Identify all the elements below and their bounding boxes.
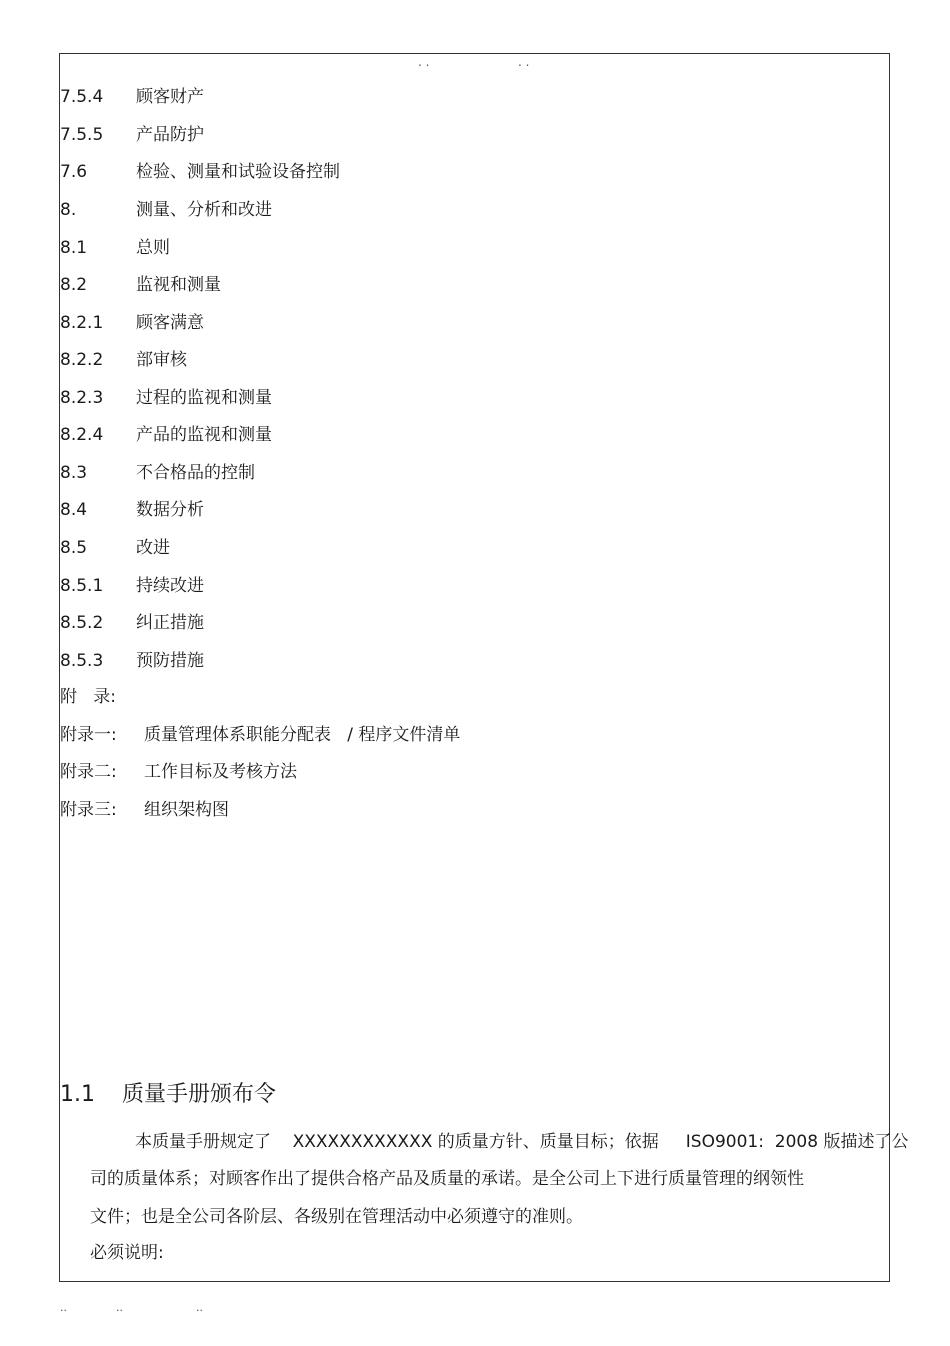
appendix-label: 附录三:	[60, 800, 117, 820]
toc-number: 8.2	[60, 275, 88, 295]
toc-title: 持续改进	[136, 576, 204, 596]
toc-number: 8.5.2	[60, 613, 104, 633]
toc-number: 7.5.4	[60, 87, 104, 107]
toc-number: 8.2.2	[60, 350, 104, 370]
header-dots-left: . .	[418, 55, 430, 69]
footer-dots-1: ..	[60, 1301, 67, 1314]
toc-number: 8.2.4	[60, 425, 104, 445]
toc-title: 监视和测量	[136, 275, 221, 295]
toc-title: 纠正措施	[136, 613, 204, 633]
toc-title: 过程的监视和测量	[136, 388, 272, 408]
toc-title: 产品的监视和测量	[136, 425, 272, 445]
toc-title: 预防措施	[136, 651, 204, 671]
appendix-text: 组织架构图	[144, 800, 229, 820]
toc-number: 8.2.3	[60, 388, 104, 408]
toc-title: 顾客满意	[136, 313, 204, 333]
appendix-heading-label: 附 录:	[60, 687, 116, 707]
toc-number: 8.5	[60, 538, 88, 558]
body-paragraph-line: 文件；也是全公司各阶层、各级别在管理活动中必须遵守的准则。	[90, 1207, 583, 1227]
toc-number: 8.	[60, 200, 77, 220]
body-paragraph-line: 本质量手册规定了 XXXXXXXXXXXX 的质量方针、质量目标；依据 ISO9001: 2008 版描述了公	[135, 1132, 909, 1152]
toc-title: 不合格品的控制	[136, 463, 255, 483]
appendix-label: 附录一:	[60, 725, 117, 745]
section-title: 质量手册颁布令	[122, 1082, 277, 1107]
section-number: 1.1	[60, 1082, 95, 1107]
toc-title: 部审核	[136, 350, 187, 370]
appendix-text: 工作目标及考核方法	[144, 762, 297, 782]
toc-title: 数据分析	[136, 500, 204, 520]
toc-number: 8.2.1	[60, 313, 104, 333]
toc-number: 8.1	[60, 238, 88, 258]
appendix-label: 附录二:	[60, 762, 117, 782]
toc-title: 改进	[136, 538, 170, 558]
toc-number: 8.4	[60, 500, 88, 520]
header-dots-right: . .	[518, 55, 530, 69]
footer-dots-3: ..	[196, 1301, 203, 1314]
footer-dots-2: ..	[116, 1301, 123, 1314]
toc-number: 7.5.5	[60, 125, 104, 145]
toc-number: 8.3	[60, 463, 88, 483]
body-paragraph-line: 司的质量体系；对顾客作出了提供合格产品及质量的承诺。是全公司上下进行质量管理的纲领性	[90, 1169, 804, 1189]
toc-title: 检验、测量和试验设备控制	[136, 162, 340, 182]
toc-title: 顾客财产	[136, 87, 204, 107]
toc-title: 总则	[136, 238, 170, 258]
toc-number: 8.5.3	[60, 651, 104, 671]
toc-number: 8.5.1	[60, 576, 104, 596]
toc-number: 7.6	[60, 162, 88, 182]
toc-title: 测量、分析和改进	[136, 200, 272, 220]
body-paragraph-line: 必须说明:	[90, 1243, 164, 1263]
toc-title: 产品防护	[136, 125, 204, 145]
appendix-text: 质量管理体系职能分配表 / 程序文件清单	[144, 725, 461, 745]
